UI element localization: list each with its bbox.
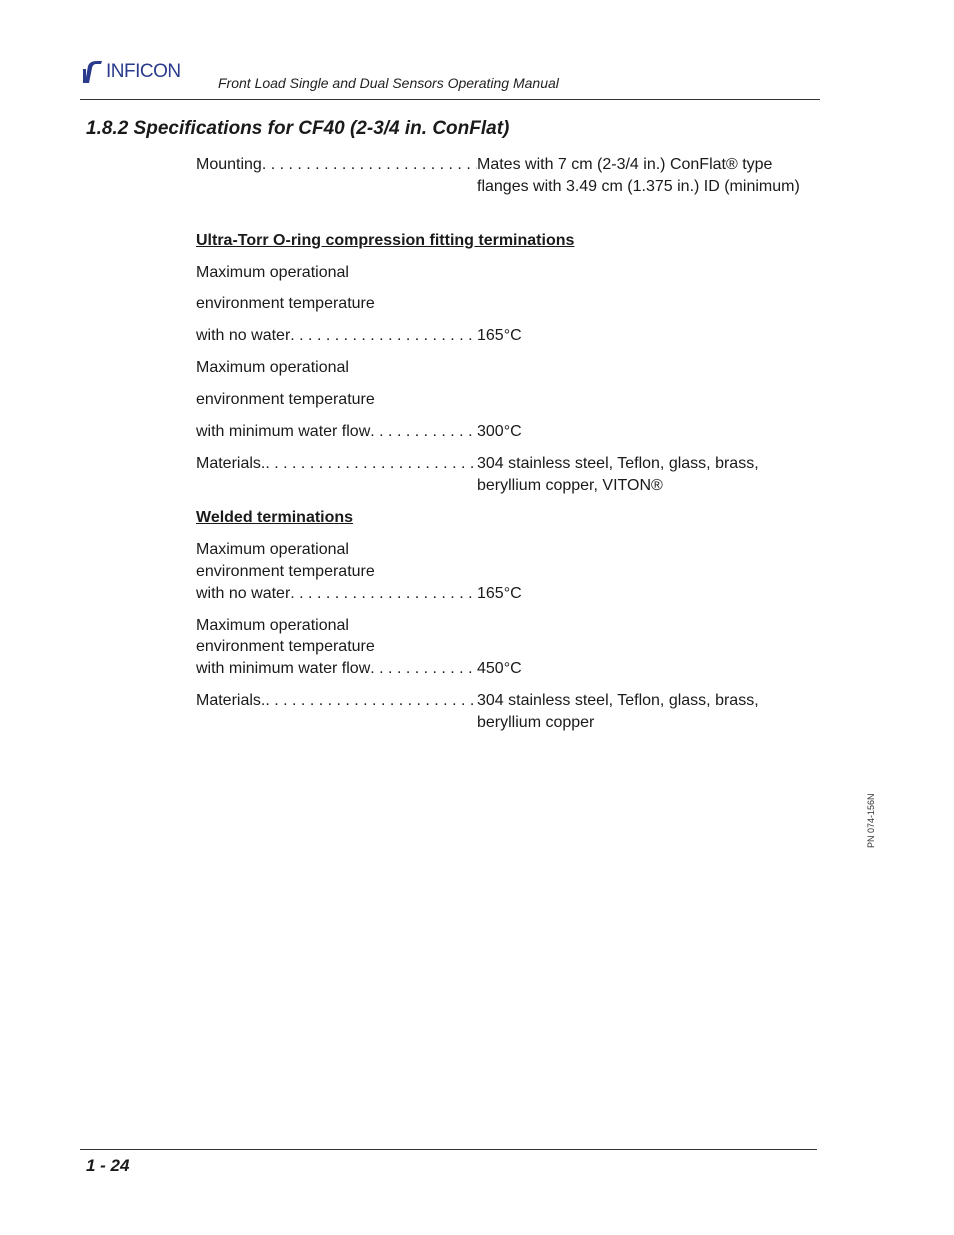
spec-ultra-torr-materials [196, 453, 806, 497]
subheading-welded: Welded terminations [196, 509, 354, 526]
spec-text-line: Maximum operational [196, 359, 349, 376]
leader-dots [265, 453, 477, 497]
page-number: 1 - 24 [86, 1156, 130, 1175]
inficon-logo-icon [82, 60, 104, 84]
spec-mounting [196, 154, 806, 198]
leader-dots [370, 658, 477, 680]
spec-label: Materials. [196, 455, 266, 472]
spec-label: with minimum water flow [196, 660, 371, 677]
page-header [80, 58, 820, 100]
header-divider [80, 99, 820, 100]
spec-ultra-torr-min-flow [196, 421, 806, 443]
spec-ultra-torr-no-water [196, 325, 806, 347]
spec-welded-min-flow [196, 658, 806, 680]
leader-dots [290, 325, 477, 347]
spec-value: Mates with 7 cm (2-3/4 in.) ConFlat® type flanges with 3.49 cm (1.375 in.) ID (minimum) [477, 156, 800, 195]
spec-text-line: Maximum operational [196, 264, 349, 281]
spec-label: with minimum water flow [196, 423, 371, 440]
spec-label: with no water [196, 327, 291, 344]
spec-text-line: environment temperature [196, 563, 375, 580]
section-title: 1.8.2 Specifications for CF40 (2-3/4 in. ConFlat) [86, 118, 510, 139]
spec-label: Mounting [196, 156, 262, 173]
logo-text: INFICON [106, 61, 181, 82]
subheading-ultra-torr: Ultra-Torr O-ring compression fitting terminations [196, 232, 575, 249]
leader-dots [290, 583, 477, 605]
spec-text-line: environment temperature [196, 391, 375, 408]
leader-dots [262, 154, 477, 198]
leader-dots [370, 421, 477, 443]
spec-welded-no-water [196, 583, 806, 605]
spec-value: 304 stainless steel, Teflon, glass, brass, beryllium copper, VITON® [477, 455, 759, 494]
spec-value: 300°C [477, 423, 522, 440]
spec-value: 304 stainless steel, Teflon, glass, brass, beryllium copper [477, 692, 759, 731]
spec-text-line: Maximum operational [196, 541, 349, 558]
document-title: Front Load Single and Dual Sensors Operating Manual [218, 75, 559, 91]
spec-value: 165°C [477, 585, 522, 602]
spec-label: with no water [196, 585, 291, 602]
spec-value: 450°C [477, 660, 522, 677]
spec-label: Materials. [196, 692, 266, 709]
part-number: PN 074-156N [866, 793, 876, 848]
footer-divider [80, 1149, 817, 1150]
inficon-logo [82, 60, 181, 84]
spec-welded-materials [196, 690, 806, 734]
spec-text-line: Maximum operational [196, 617, 349, 634]
spec-text-line: environment temperature [196, 638, 375, 655]
spec-value: 165°C [477, 327, 522, 344]
leader-dots [265, 690, 477, 734]
spec-text-line: environment temperature [196, 295, 375, 312]
